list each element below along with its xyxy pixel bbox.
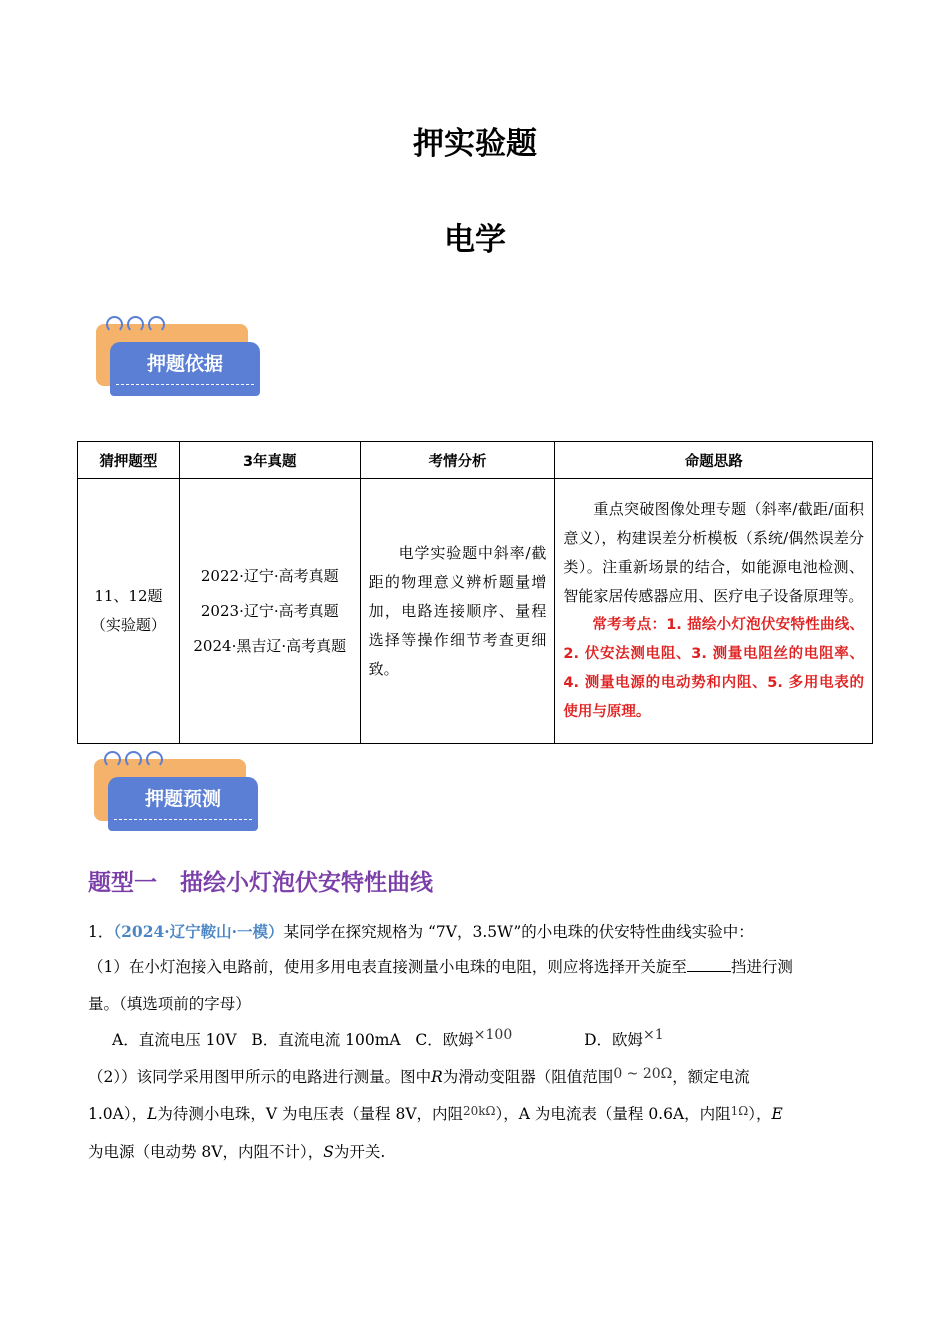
past-exam-item: 2022·辽宁·高考真题 [200,566,339,585]
option-c-math: ×100 [473,1027,513,1043]
part2-text: ，额定电流 [672,1068,750,1086]
question-type-number: 11、12题 [94,587,163,605]
question-stem-line [88,921,754,943]
part1-line [88,956,793,978]
options-line [112,1029,664,1052]
part2-text: ），A 为电流表（量程 0.6A，内阻 [495,1105,731,1123]
variable-e: E [771,1105,783,1123]
answer-blank [687,957,731,972]
basis-badge-label: 押题依据 [146,353,223,375]
badge-dashed-line [114,819,252,820]
approach-text: 重点突破图像处理专题（斜率/截距/面积意义），构建误差分析模板（系统/偶然误差分类）。注重新场景的结合，如能源电池检测、智能家居传感器应用、医疗电子设备原理等。 [563,500,864,605]
approach-cell [555,479,873,744]
option-c: C．欧姆 [415,1031,474,1049]
option-b: B．直流电流 100mA [251,1031,401,1049]
variable-r: R [431,1068,443,1086]
ring-binder-icon [104,751,163,768]
part1-text-tail: 挡进行测 [730,958,793,976]
document-subtitle: 电学 [444,222,506,258]
past-exam-item: 2023·辽宁·高考真题 [200,601,339,620]
table-header-cell: 猜押题型 [78,442,180,479]
question-type-kind: （实验题） [90,616,166,634]
part2-text: （2））该同学采用图甲所示的电路进行测量。图中 [88,1068,432,1086]
question-source: （2024·辽宁鞍山·一模） [113,922,284,941]
part1-line-2: 量。（填选项前的字母） [88,995,251,1013]
part2-text: ）， [748,1105,772,1123]
table-header-cell: 命题思路 [555,442,873,479]
range-math: 0 ~ 20Ω [613,1066,673,1082]
part2-line-3 [88,1141,385,1163]
question-number: 1． [88,923,114,941]
option-d-math: ×1 [643,1027,664,1043]
table-header-row [78,442,873,479]
part2-text: 为电源（电动势 8V，内阻不计）， [88,1143,324,1161]
past-exams-cell [179,479,360,744]
part2-line-1 [88,1066,750,1089]
question-type-cell [78,479,180,744]
forecast-badge-label: 押题预测 [144,788,221,810]
table-header-cell: 3年真题 [179,442,360,479]
variable-l: L [147,1105,158,1123]
basis-badge [96,316,268,406]
section-title: 题型一 描绘小灯泡伏安特性曲线 [88,870,433,896]
part1-text: （1）在小灯泡接入电路前，使用多用电表直接测量小电珠的电阻，则应将选择开关旋至 [88,958,687,976]
exam-basis-table [77,441,873,744]
part2-text: 为滑动变阻器（阻值范围 [442,1068,614,1086]
part2-text: 为开关. [333,1143,386,1161]
ammeter-resistance: 1Ω [730,1104,749,1118]
part2-text: 为待测小电珠，V 为电压表（量程 8V，内阻 [157,1105,464,1123]
forecast-badge [94,751,266,841]
variable-s: S [323,1143,334,1161]
analysis-text: 电学实验题中斜率/截距的物理意义辨析题量增加，电路连接顺序、量程选择等操作细节考查更细致。 [368,543,547,678]
key-points-text: 常考考点：1. 描绘小灯泡伏安特性曲线、2. 伏安法测电阻、3. 测量电阻丝的电阻率、4. 测量电源的电动势和内阻、5. 多用电表的使用与原理。 [563,617,864,720]
voltmeter-resistance: 20kΩ [463,1104,496,1118]
analysis-cell [360,479,555,744]
option-a: A．直流电压 10V [112,1031,237,1049]
past-exam-item: 2024·黑吉辽·高考真题 [193,636,347,655]
document-title: 押实验题 [413,126,537,162]
part2-line-2 [88,1103,783,1126]
badge-dashed-line [116,384,254,385]
table-header-cell: 考情分析 [360,442,555,479]
option-d: D．欧姆 [584,1031,644,1049]
part2-text: 1.0A）， [88,1105,148,1123]
ring-binder-icon [106,316,165,333]
table-row [78,479,873,744]
question-stem: 某同学在探究规格为 “7V，3.5W”的小电珠的伏安特性曲线实验中： [283,923,754,941]
